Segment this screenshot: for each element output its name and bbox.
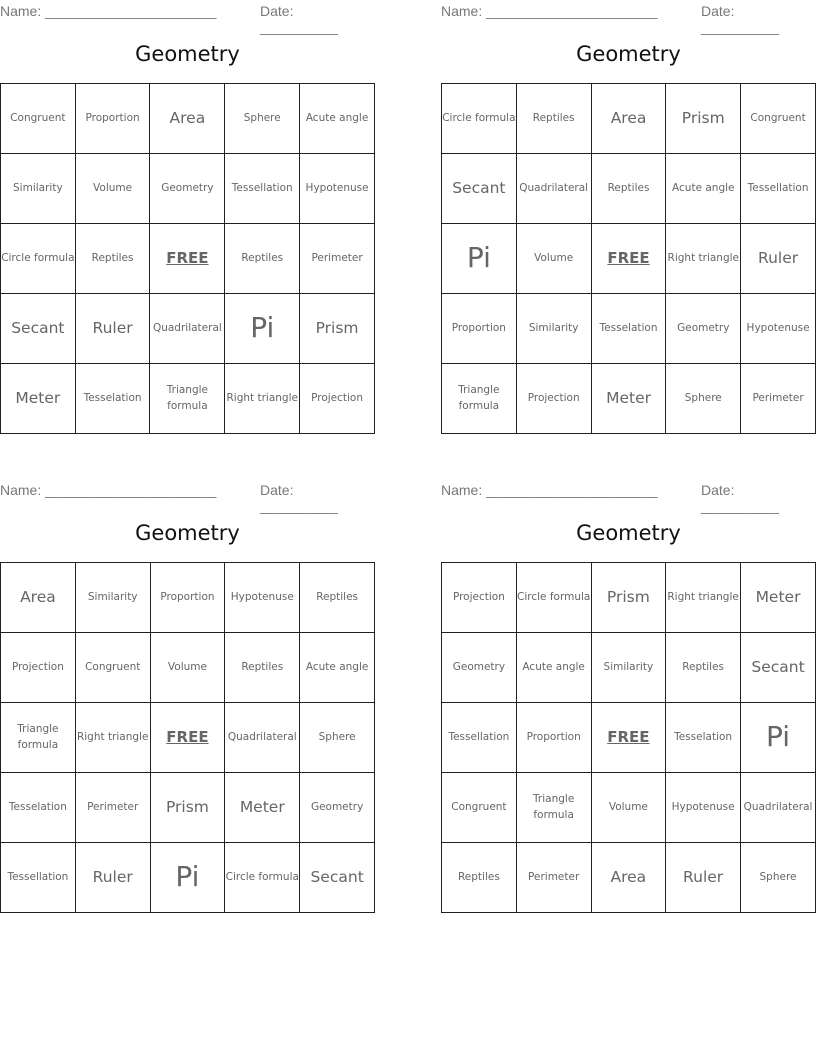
bingo-cell: Ruler xyxy=(75,843,150,913)
bingo-cell: Prism xyxy=(666,84,741,154)
bingo-cell: Acute angle xyxy=(666,154,741,224)
name-field[interactable]: Name: ______________________ xyxy=(0,3,217,19)
bingo-cell: Similarity xyxy=(591,633,666,703)
bingo-cell: Right triangle xyxy=(225,364,300,434)
bingo-cell: Projection xyxy=(300,364,375,434)
bingo-cell: Reptiles xyxy=(75,224,150,294)
bingo-cell: Reptiles xyxy=(300,563,375,633)
bingo-cell: Volume xyxy=(150,633,225,703)
bingo-cell: Pi xyxy=(442,224,517,294)
free-space: FREE xyxy=(150,224,225,294)
bingo-cell: Hypotenuse xyxy=(666,773,741,843)
bingo-cell: Geometry xyxy=(150,154,225,224)
free-space: FREE xyxy=(591,703,666,773)
bingo-cell: Projection xyxy=(516,364,591,434)
name-field[interactable]: Name: ______________________ xyxy=(0,482,217,498)
card-title: Geometry xyxy=(576,42,681,66)
bingo-cell: Reptiles xyxy=(591,154,666,224)
bingo-grid xyxy=(441,83,816,434)
grid-row xyxy=(442,84,816,154)
card-header xyxy=(0,0,375,35)
grid-row xyxy=(1,563,375,633)
grid-row xyxy=(1,843,375,913)
bingo-cell: Secant xyxy=(442,154,517,224)
bingo-cell: Circle formula xyxy=(442,84,517,154)
bingo-cell: Ruler xyxy=(741,224,816,294)
bingo-cell: Congruent xyxy=(741,84,816,154)
grid-row xyxy=(442,224,816,294)
bingo-cell: Tessellation xyxy=(1,843,76,913)
bingo-cell: Prism xyxy=(591,563,666,633)
bingo-cell: Pi xyxy=(225,294,300,364)
card-title: Geometry xyxy=(135,521,240,545)
bingo-cell: Sphere xyxy=(225,84,300,154)
date-field[interactable]: Date: __________ xyxy=(260,3,338,35)
bingo-cell: Secant xyxy=(741,633,816,703)
bingo-cell: Perimeter xyxy=(516,843,591,913)
bingo-cell: Geometry xyxy=(442,633,517,703)
bingo-cell: Similarity xyxy=(75,563,150,633)
bingo-cell: Area xyxy=(591,84,666,154)
bingo-cell: Quadrilateral xyxy=(516,154,591,224)
bingo-cell: Acute angle xyxy=(516,633,591,703)
grid-row xyxy=(1,224,375,294)
card-title: Geometry xyxy=(576,521,681,545)
bingo-cell: Proportion xyxy=(150,563,225,633)
bingo-cell: Reptiles xyxy=(442,843,517,913)
grid-row xyxy=(442,773,816,843)
grid-row xyxy=(1,154,375,224)
bingo-cell: Quadrilateral xyxy=(150,294,225,364)
bingo-grid xyxy=(0,83,375,434)
bingo-cell: Right triangle xyxy=(666,224,741,294)
bingo-cell: Volume xyxy=(516,224,591,294)
grid-row xyxy=(1,364,375,434)
bingo-cell: Projection xyxy=(1,633,76,703)
bingo-cell: Secant xyxy=(1,294,76,364)
bingo-cell: Sphere xyxy=(300,703,375,773)
bingo-cell: Hypotenuse xyxy=(300,154,375,224)
bingo-cell: Acute angle xyxy=(300,84,375,154)
bingo-cell: Projection xyxy=(442,563,517,633)
bingo-cell: Area xyxy=(591,843,666,913)
bingo-cell: Tessellation xyxy=(741,154,816,224)
bingo-cell: Geometry xyxy=(666,294,741,364)
bingo-cell: Meter xyxy=(1,364,76,434)
grid-row xyxy=(1,633,375,703)
bingo-cell: Pi xyxy=(150,843,225,913)
bingo-cell: Triangle formula xyxy=(150,364,225,434)
bingo-cell: Tesselation xyxy=(1,773,76,843)
grid-row xyxy=(442,154,816,224)
bingo-cell: Sphere xyxy=(666,364,741,434)
bingo-cell: Circle formula xyxy=(516,563,591,633)
bingo-grid xyxy=(441,562,816,913)
bingo-cell: Area xyxy=(150,84,225,154)
bingo-cell: Pi xyxy=(741,703,816,773)
bingo-cell: Reptiles xyxy=(225,633,300,703)
grid-row xyxy=(1,294,375,364)
bingo-cell: Perimeter xyxy=(741,364,816,434)
bingo-cell: Tesselation xyxy=(75,364,150,434)
bingo-cell: Tesselation xyxy=(666,703,741,773)
bingo-cell: Ruler xyxy=(75,294,150,364)
bingo-cell: Sphere xyxy=(741,843,816,913)
bingo-cell: Congruent xyxy=(442,773,517,843)
bingo-cell: Congruent xyxy=(75,633,150,703)
bingo-cell: Reptiles xyxy=(666,633,741,703)
bingo-cell: Perimeter xyxy=(300,224,375,294)
bingo-cell: Triangle formula xyxy=(516,773,591,843)
date-field[interactable]: Date: __________ xyxy=(701,482,779,514)
grid-row xyxy=(1,773,375,843)
bingo-cell: Ruler xyxy=(666,843,741,913)
bingo-cell: Similarity xyxy=(1,154,76,224)
bingo-cell: Prism xyxy=(150,773,225,843)
bingo-cell: Volume xyxy=(75,154,150,224)
date-field[interactable]: Date: __________ xyxy=(701,3,779,35)
bingo-cell: Tessellation xyxy=(225,154,300,224)
grid-row xyxy=(442,364,816,434)
bingo-cell: Similarity xyxy=(516,294,591,364)
bingo-cell: Tesselation xyxy=(591,294,666,364)
bingo-cell: Meter xyxy=(225,773,300,843)
bingo-cell: Circle formula xyxy=(1,224,76,294)
card-header xyxy=(441,0,816,35)
bingo-cell: Circle formula xyxy=(225,843,300,913)
grid-row xyxy=(1,703,375,773)
grid-row xyxy=(442,294,816,364)
bingo-cell: Reptiles xyxy=(225,224,300,294)
bingo-cell: Reptiles xyxy=(516,84,591,154)
bingo-cell: Geometry xyxy=(300,773,375,843)
bingo-cell: Triangle formula xyxy=(1,703,76,773)
bingo-cell: Hypotenuse xyxy=(225,563,300,633)
grid-row xyxy=(442,563,816,633)
bingo-cell: Proportion xyxy=(75,84,150,154)
bingo-cell: Proportion xyxy=(516,703,591,773)
bingo-cell: Congruent xyxy=(1,84,76,154)
bingo-grid xyxy=(0,562,375,913)
bingo-cell: Meter xyxy=(741,563,816,633)
card-header xyxy=(0,479,375,514)
free-space: FREE xyxy=(591,224,666,294)
bingo-cell: Triangle formula xyxy=(442,364,517,434)
card-header xyxy=(441,479,816,514)
name-field[interactable]: Name: ______________________ xyxy=(441,482,658,498)
grid-row xyxy=(442,703,816,773)
bingo-cell: Area xyxy=(1,563,76,633)
bingo-cell: Quadrilateral xyxy=(225,703,300,773)
card-title: Geometry xyxy=(135,42,240,66)
bingo-cell: Prism xyxy=(300,294,375,364)
bingo-cell: Proportion xyxy=(442,294,517,364)
bingo-cell: Right triangle xyxy=(75,703,150,773)
bingo-cell: Hypotenuse xyxy=(741,294,816,364)
bingo-cell: Quadrilateral xyxy=(741,773,816,843)
free-space: FREE xyxy=(150,703,225,773)
bingo-cell: Volume xyxy=(591,773,666,843)
bingo-cell: Right triangle xyxy=(666,563,741,633)
date-field[interactable]: Date: __________ xyxy=(260,482,338,514)
grid-row xyxy=(442,633,816,703)
bingo-cell: Acute angle xyxy=(300,633,375,703)
bingo-cell: Perimeter xyxy=(75,773,150,843)
name-field[interactable]: Name: ______________________ xyxy=(441,3,658,19)
bingo-cell: Meter xyxy=(591,364,666,434)
grid-row xyxy=(442,843,816,913)
bingo-cell: Tessellation xyxy=(442,703,517,773)
grid-row xyxy=(1,84,375,154)
bingo-cell: Secant xyxy=(300,843,375,913)
